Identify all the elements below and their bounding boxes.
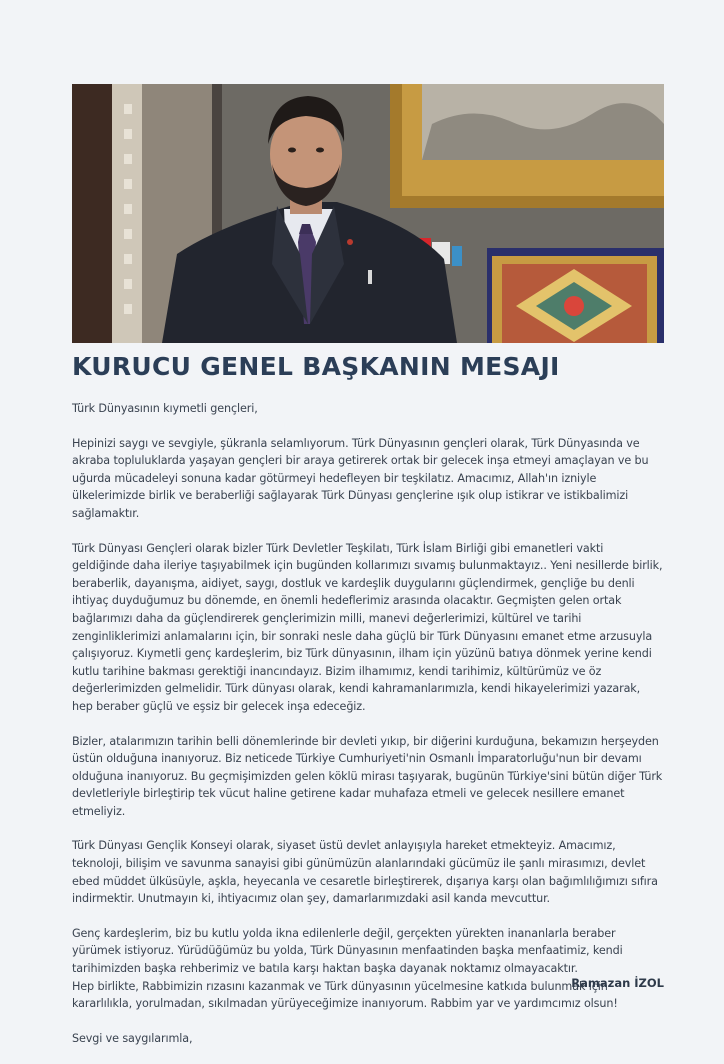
signature: Ramazan İZOL	[571, 976, 664, 990]
page-title: KURUCU GENEL BAŞKANIN MESAJI	[72, 352, 560, 381]
letter-greeting: Türk Dünyasının kıymetli gençleri,	[72, 402, 258, 415]
letter-paragraph-5: Genç kardeşlerim, biz bu kutlu yolda ikna edilenlerle değil, gerçekten yürekten inananlarla beraber yürümek istiyoruz. Yürüdüğümüz bu yolda, Türk Dünyasının menfaatinden başka menfaatimiz, kendi tarihimizden başka rehberimiz ve batıla karşı haktan başka dayanak noktamız olmayacaktır.	[72, 926, 623, 976]
letter-closing: Sevgi ve saygılarımla,	[72, 1031, 193, 1045]
letter-paragraph-3: Bizler, atalarımızın tarihin belli dönemlerinde bir devleti yıkıp, bir diğerini kurduğuna, bekamızın herşeyden üstün olduğuna inanıyoruz. Biz neticede Türkiye Cumhuriyeti'nin Osmanlı İmparatorluğu'nun bir devamı olduğuna inanıyoruz. Bu geçmişimizden gelen köklü mirası taşıyarak, bugünün Türkiye'sini bütün diğer Türk devletleriyle birleştirip tek vücut haline getirene kadar muhafaza etmeli ve gelecek nesillere emanet etmeliyiz.	[72, 734, 663, 818]
letter-body	[72, 400, 664, 1064]
letter-paragraph-1: Hepinizi saygı ve sevgiyle, şükranla selamlıyorum. Türk Dünyasının gençleri olarak, Türk Dünyasında ve akraba topluluklarda yaşayan gençleri bir araya getirerek ortak bir gelecek inşa etmeyi amaçlayan ve bu uğurda mücadeleyi sonuna kadar götürmeyi hedefleyen bir teşkilatız. Amacımız, Allah'ın izniyle ülkelerimizde birlik ve beraberliği sağlayarak Türk Dünyası gençlerine ışık olup istikrar ve istikbalimizi sağlamaktır.	[72, 436, 649, 520]
letter-paragraph-2: Türk Dünyası Gençleri olarak bizler Türk Devletler Teşkilatı, Türk İslam Birliği gibi emanetleri vakti geldiğinde daha ileriye taşıyabilmek için bugünden kollarımızı sıvamış bulunmaktayız.. Yeni nesillerde birlik, beraberlik, dayanışma, aidiyet, saygı, dostluk ve kardeşlik duygularını güçlendirmek, gençliğe bu denli ihtiyaç duyduğumuz bu dönemde, en önemli hedeflerimiz arasında olacaktır. Geçmişten gelen ortak bağlarımızı daha da güçlendirerek gençlerimizin milli, manevi değerlerimizi, kültürel ve tarihi zenginliklerimizi anlamalarını için, bir sonraki nesle daha güçlü bir Türk Dünyasını emanet etme arzusuyla çalışıyoruz. Kıymetli genç kardeşlerim, biz Türk dünyasının, ilham için yüzünü batıya dönmek yerine kendi kutlu tarihine bakması gerektiği inancındayız. Bizim ilhamımız, kendi tarihimiz, kültürümüz ve öz değerlerimizden gelmelidir. Türk dünyası olarak, kendi kahramanlarımızla, kendi hikayelerimizi yazarak, hep beraber güçlü ve eşsiz bir gelecek inşa edeceğiz.	[72, 541, 663, 713]
letter-paragraph-6: Hep birlikte, Rabbimizin rızasını kazanmak ve Türk dünyasının yücelmesine katkıda bulunmak için kararlılıkla, yorulmadan, sıkılmadan yürüyeceğimize inanıyorum. Rabbim yar ve yardımcımız olsun!	[72, 979, 618, 1011]
founder-portrait-photo	[72, 84, 664, 343]
letter-paragraph-4: Türk Dünyası Gençlik Konseyi olarak, siyaset üstü devlet anlayışıyla hareket etmekteyiz. Amacımız, teknoloji, bilişim ve savunma sanayisi gibi günümüzün alanlarındaki gücümüz ile şanlı mirasımızı, devlet ebed müddet ülküsüyle, aşkla, heyecanla ve cesaretle birleştirerek, dışarıya karşı olan bağımlılığımızı sıfıra indirmektir. Unutmayın ki, ihtiyacımız olan şey, damarlarımızdaki asil kanda mevcuttur.	[72, 839, 658, 906]
